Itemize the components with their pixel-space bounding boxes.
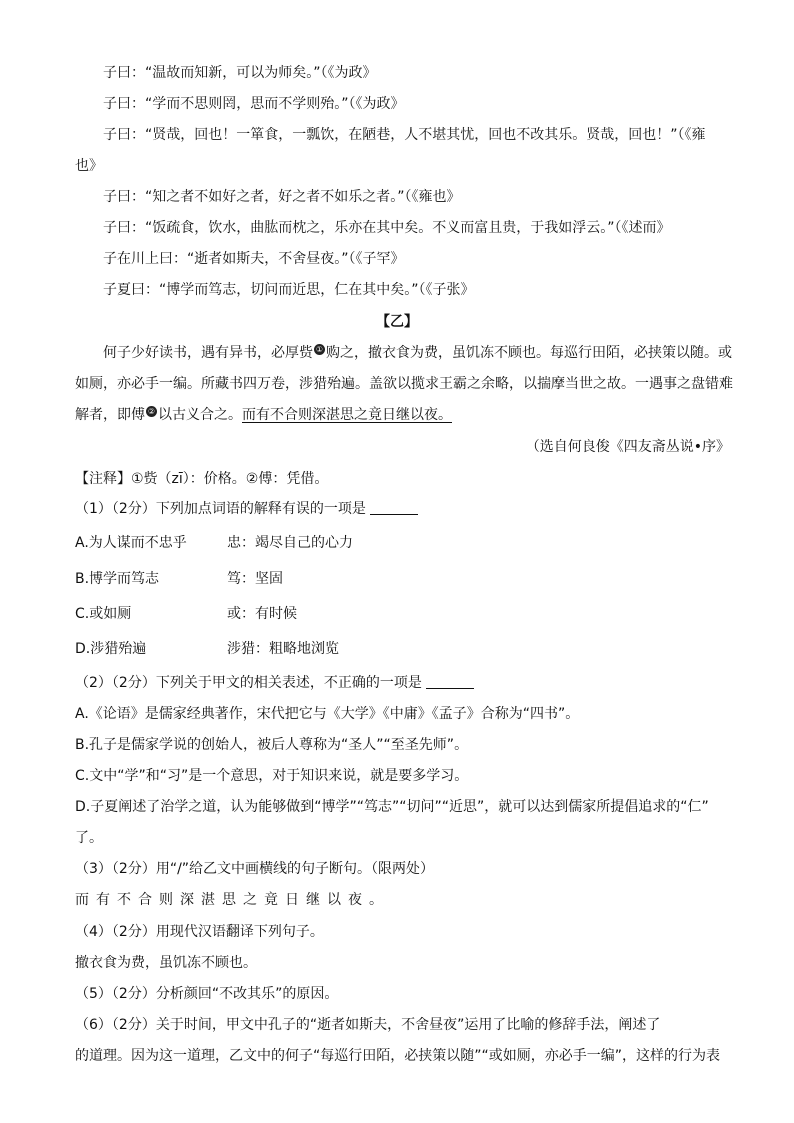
q2-option-a: A.《论语》是儒家经典著作，宋代把它与《大学》《中庸》《孟子》合称为“四书”。 [75,706,580,722]
q2-option-d-cont: 了。 [75,830,103,846]
question-6-line-1: （6）（2分）关于时间，甲文中孔子的“逝者如斯夫，不舍昼夜”运用了比喻的修辞手法，阐述了 [75,1017,661,1033]
option-meaning: 笃：坚固 [227,571,283,587]
note-marker-2: ② [147,407,156,416]
yi-text: 何子少好读书，遇有异书，必厚赀 [103,345,313,361]
yi-text: 解者，即傅 [75,407,145,423]
question-5-stem: （5）（2分）分析颜回“不改其乐”的原因。 [75,986,339,1002]
jia-line-5: 子曰：“饭疏食，饮水，曲肱而枕之，乐亦在其中矣。不义而富且贵，于我如浮云。”（《述而》 [103,220,671,236]
note-marker-1: ① [315,345,324,354]
question-text: （1）（2分）下列加点词语的解释有误的一项是 [75,501,366,517]
yi-text: 购之，撤衣食为费，虽饥冻不顾也。每巡行田陌，必挟策以随。或 [326,345,732,361]
question-4-stem: （4）（2分）用现代汉语翻译下列句子。 [75,924,324,940]
yi-text: 以古义合之。 [158,407,242,423]
question-3-stem: （3）（2分）用“/”给乙文中画横线的句子断句。（限两处） [75,861,435,877]
jia-line-4: 子曰：“知之者不如好之者，好之者不如乐之者。”（《雍也》 [103,189,461,205]
jia-line-1: 子曰：“温故而知新，可以为师矣。”（《为政》 [103,65,377,81]
option-word: D.涉猎殆遍 [75,641,147,657]
q2-option-b: B.孔子是儒家学说的创始人，被后人尊称为“圣人”“至圣先师”。 [75,737,469,753]
jia-line-6: 子在川上曰：“逝者如斯夫，不舍昼夜。”（《子罕》 [103,251,405,267]
question-4-text: 撤衣食为费，虽饥冻不顾也。 [75,955,257,971]
question-text: （2）（2分）下列关于甲文的相关表述，不正确的一项是 [75,675,422,691]
question-3-text: 而有不合则深湛思之竟日继以夜。 [75,892,390,908]
jia-line-3-cont: 也》 [75,158,103,174]
option-a [75,533,735,553]
q2-option-c: C.文中“学”和“习”是一个意思，对于知识来说，就是要多学习。 [75,768,469,784]
option-word: A.为人谋而不忠乎 [75,535,187,551]
question-1-stem [75,499,735,519]
option-c [75,604,735,624]
jia-line-2: 子曰：“学而不思则罔，思而不学则殆。”（《为政》 [103,96,405,112]
option-meaning: 忠：竭尽自己的心力 [227,535,353,551]
jia-line-3: 子曰：“贤哉，回也！一箪食，一瓢饮，在陋巷，人不堪其忧，回也不改其乐。贤哉，回也！”（《雍 [103,127,706,143]
option-word: C.或如厕 [75,606,132,622]
yi-para-line-1 [103,343,735,363]
yi-para-line-3 [75,405,735,425]
notes: 【注释】①赀（zī）：价格。②傅：凭借。 [75,471,329,487]
option-meaning: 或：有时候 [227,606,297,622]
yi-source: （选自何良俊《四友斋丛说•序》 [525,439,730,455]
underlined-sentence: 而有不合则深湛思之竟日继以夜。 [242,407,452,423]
option-b [75,569,735,589]
question-2-stem [75,673,735,693]
answer-blank[interactable] [370,502,418,515]
question-6-line-2: 的道理。因为这一道理，乙文中的何子“每巡行田陌，必挟策以随”“或如厕，亦必手一编”，这样的行为表 [75,1048,721,1064]
q2-option-d: D.子夏阐述了治学之道，认为能够做到“博学”“笃志”“切问”“近思”，就可以达到儒家所提倡追求的“仁” [75,799,709,815]
option-word: B.博学而笃志 [75,571,160,587]
option-meaning: 涉猎：粗略地浏览 [227,641,339,657]
yi-para-line-2: 如厕，亦必手一编。所藏书四万卷，涉猎殆遍。盖欲以揽求王霸之余略，以揣摩当世之故。一遇事之盘错难 [75,376,733,392]
yi-title: 【乙】 [376,314,418,330]
answer-blank[interactable] [426,676,474,689]
option-d [75,639,735,659]
jia-line-7: 子夏曰：“博学而笃志，切问而近思，仁在其中矣。”（《子张》 [103,282,475,298]
